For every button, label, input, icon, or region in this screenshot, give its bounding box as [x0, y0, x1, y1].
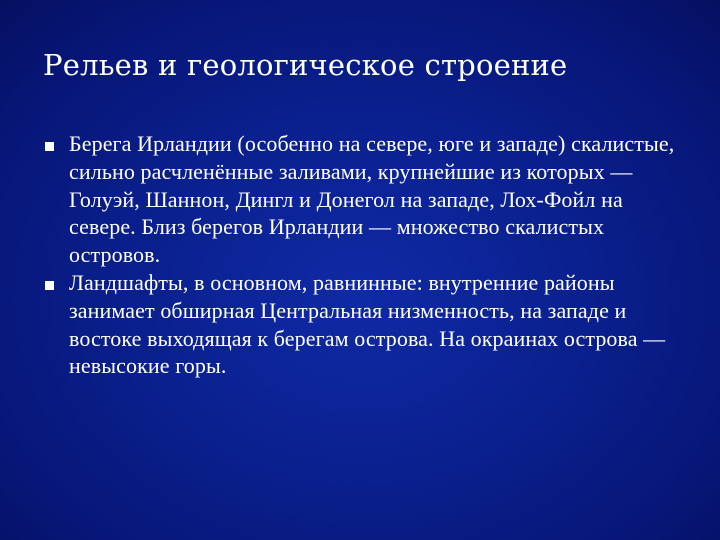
list-item — [43, 130, 683, 269]
bullet-list — [43, 130, 683, 380]
list-item — [43, 269, 683, 380]
slide-title: Рельев и геологическое строение — [43, 48, 568, 82]
square-bullet-icon — [45, 142, 54, 151]
bullet-text: Берега Ирландии (особенно на севере, юге и западе) скалистые, сильно расчленённые заливами, крупнейшие из которых — Голуэй, Шаннон, Дингл и Донегол на западе, Лох-Фойл на севере. Близ берегов Ирландии — множество скалистых островов. — [69, 131, 675, 268]
bullet-text: Ландшафты, в основном, равнинные: внутренние районы занимает обширная Центральная низменность, на западе и востоке выходящая к берегам острова. На окраинах острова — невысокие горы. — [69, 269, 666, 379]
square-bullet-icon — [45, 281, 54, 290]
